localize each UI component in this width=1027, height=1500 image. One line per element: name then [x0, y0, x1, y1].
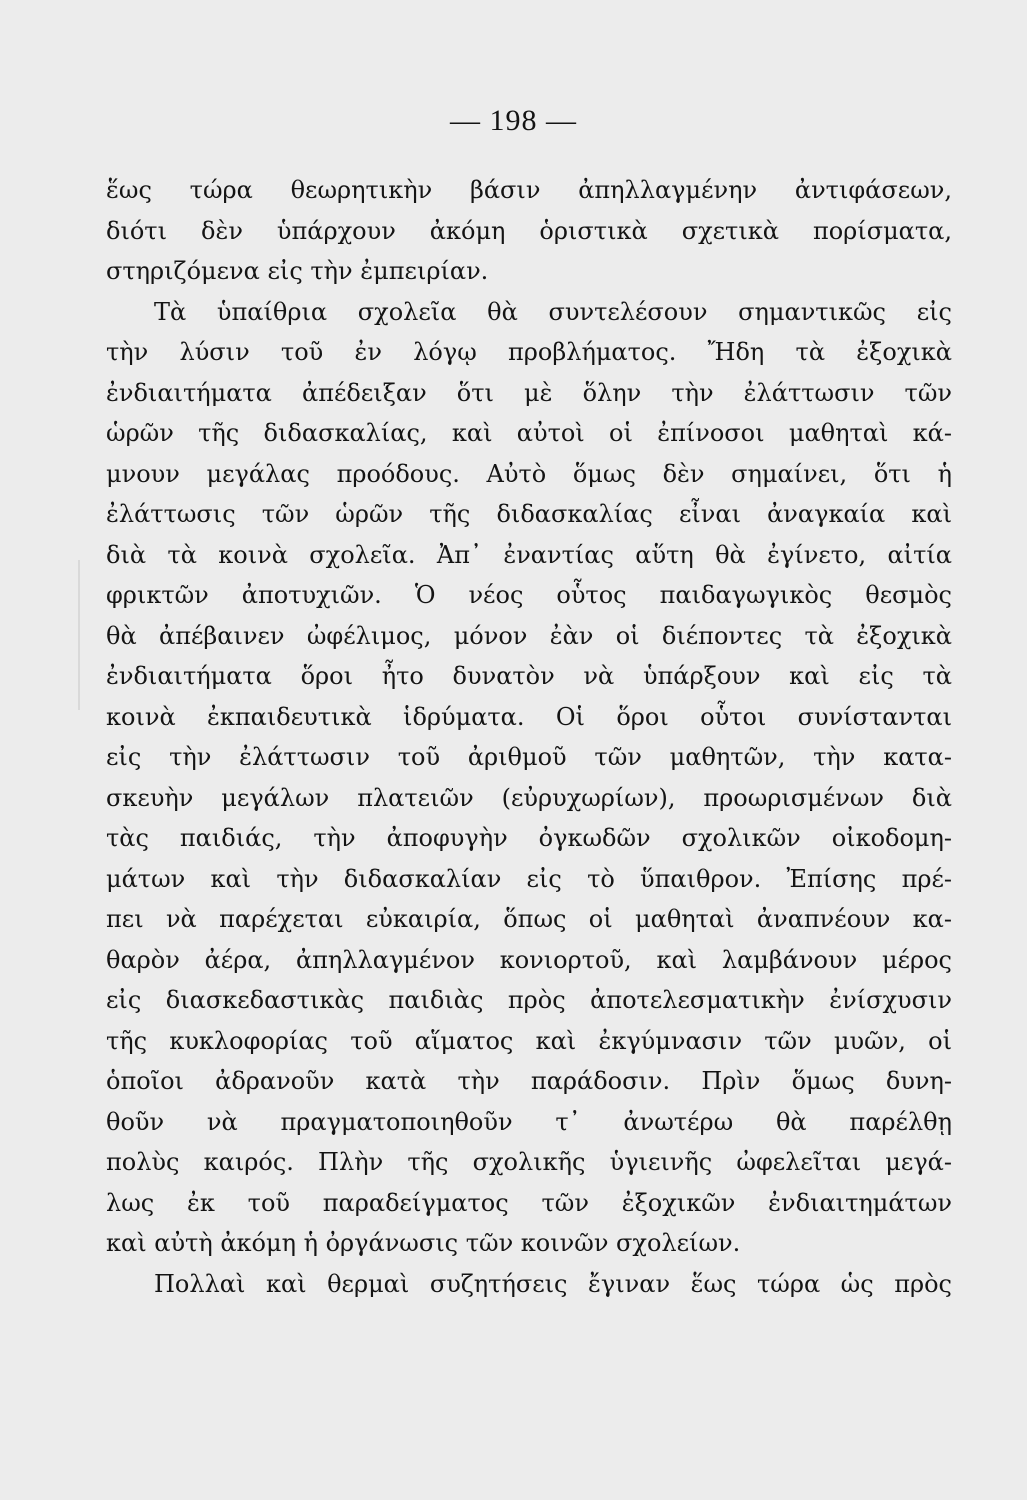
text-line: Τὰ ὑπαίθρια σχολεῖα θὰ συντελέσουν σημαντικῶς εἰς: [154, 297, 952, 326]
text-line: μνουν μεγάλας προόδους. Αὐτὸ ὅμως δὲν σημαίνει, ὅτι ἡ: [106, 459, 952, 488]
text-line: ὡρῶν τῆς διδασκαλίας, καὶ αὐτοὶ οἱ ἐπίνοσοι μαθηταὶ κά-: [106, 419, 952, 447]
text-line: τῆς κυκλοφορίας τοῦ αἵματος καὶ ἐκγύμνασιν τῶν μυῶν, οἱ: [106, 1026, 952, 1055]
page-number: — 198 —: [450, 104, 577, 137]
text-line: ἐνδιαιτήματα ὅροι ἦτο δυνατὸν νὰ ὑπάρξουν καὶ εἰς τὰ: [106, 662, 952, 690]
text-line: πολὺς καιρός. Πλὴν τῆς σχολικῆς ὑγιεινῆς ὠφελεῖται μεγά-: [106, 1148, 952, 1176]
text-line: θὰ ἀπέβαινεν ὠφέλιμος, μόνον ἐὰν οἱ διέποντες τὰ ἐξοχικὰ: [106, 621, 952, 650]
text-line: ὁποῖοι ἀδρανοῦν κατὰ τὴν παράδοσιν. Πρὶν ὅμως δυνη-: [106, 1067, 952, 1095]
page-fold-shadow: [78, 560, 80, 710]
text-line: Πολλαὶ καὶ θερμαὶ συζητήσεις ἔγιναν ἕως τώρα ὡς πρὸς: [154, 1269, 952, 1298]
text-line: καὶ αὐτὴ ἀκόμη ἡ ὀργάνωσις τῶν κοινῶν σχολείων.: [106, 1229, 741, 1257]
text-line: ἐνδιαιτήματα ἀπέδειξαν ὅτι μὲ ὅλην τὴν ἐλάττωσιν τῶν: [106, 378, 952, 407]
text-line: θαρὸν ἀέρα, ἀπηλλαγμένον κονιορτοῦ, καὶ λαμβάνουν μέρος: [106, 945, 952, 974]
text-line: τὰς παιδιάς, τὴν ἀποφυγὴν ὀγκωδῶν σχολικῶν οἰκοδομη-: [106, 824, 952, 852]
body-text: [106, 170, 952, 1304]
text-line: ἕως τώρα θεωρητικὴν βάσιν ἀπηλλαγμένην ἀντιφάσεων,: [106, 176, 952, 204]
text-line: μάτων καὶ τὴν διδασκαλίαν εἰς τὸ ὕπαιθρον. Ἐπίσης πρέ-: [106, 864, 952, 893]
text-line: διὰ τὰ κοινὰ σχολεῖα. Ἀπ᾿ ἐναντίας αὕτη θὰ ἐγίνετο, αἰτία: [106, 540, 952, 569]
text-line: διότι δὲν ὑπάρχουν ἀκόμη ὁριστικὰ σχετικὰ πορίσματα,: [106, 216, 952, 245]
text-line: θοῦν νὰ πραγματοποιηθοῦν τ᾿ ἀνωτέρω θὰ παρέλθῃ: [106, 1107, 952, 1136]
text-line: σκευὴν μεγάλων πλατειῶν (εὐρυχωρίων), προωρισμένων διὰ: [106, 783, 952, 812]
text-line: φρικτῶν ἀποτυχιῶν. Ὁ νέος οὗτος παιδαγωγικὸς θεσμὸς: [106, 581, 952, 609]
text-line: ἐλάττωσις τῶν ὡρῶν τῆς διδασκαλίας εἶναι ἀναγκαία καὶ: [106, 500, 952, 528]
text-line: τὴν λύσιν τοῦ ἐν λόγῳ προβλήματος. Ἤδη τὰ ἐξοχικὰ: [106, 338, 952, 366]
text-line: λως ἐκ τοῦ παραδείγματος τῶν ἐξοχικῶν ἐνδιαιτημάτων: [106, 1188, 952, 1217]
text-line: εἰς τὴν ἐλάττωσιν τοῦ ἀριθμοῦ τῶν μαθητῶν, τὴν κατα-: [106, 743, 952, 771]
text-line: στηριζόμενα εἰς τὴν ἐμπειρίαν.: [106, 257, 489, 285]
text-line: εἰς διασκεδαστικὰς παιδιὰς πρὸς ἀποτελεσματικὴν ἐνίσχυσιν: [106, 986, 952, 1014]
text-line: πει νὰ παρέχεται εὐκαιρία, ὅπως οἱ μαθηταὶ ἀναπνέουν κα-: [106, 905, 952, 933]
text-line: κοινὰ ἐκπαιδευτικὰ ἱδρύματα. Οἱ ὅροι οὗτοι συνίστανται: [106, 702, 952, 731]
